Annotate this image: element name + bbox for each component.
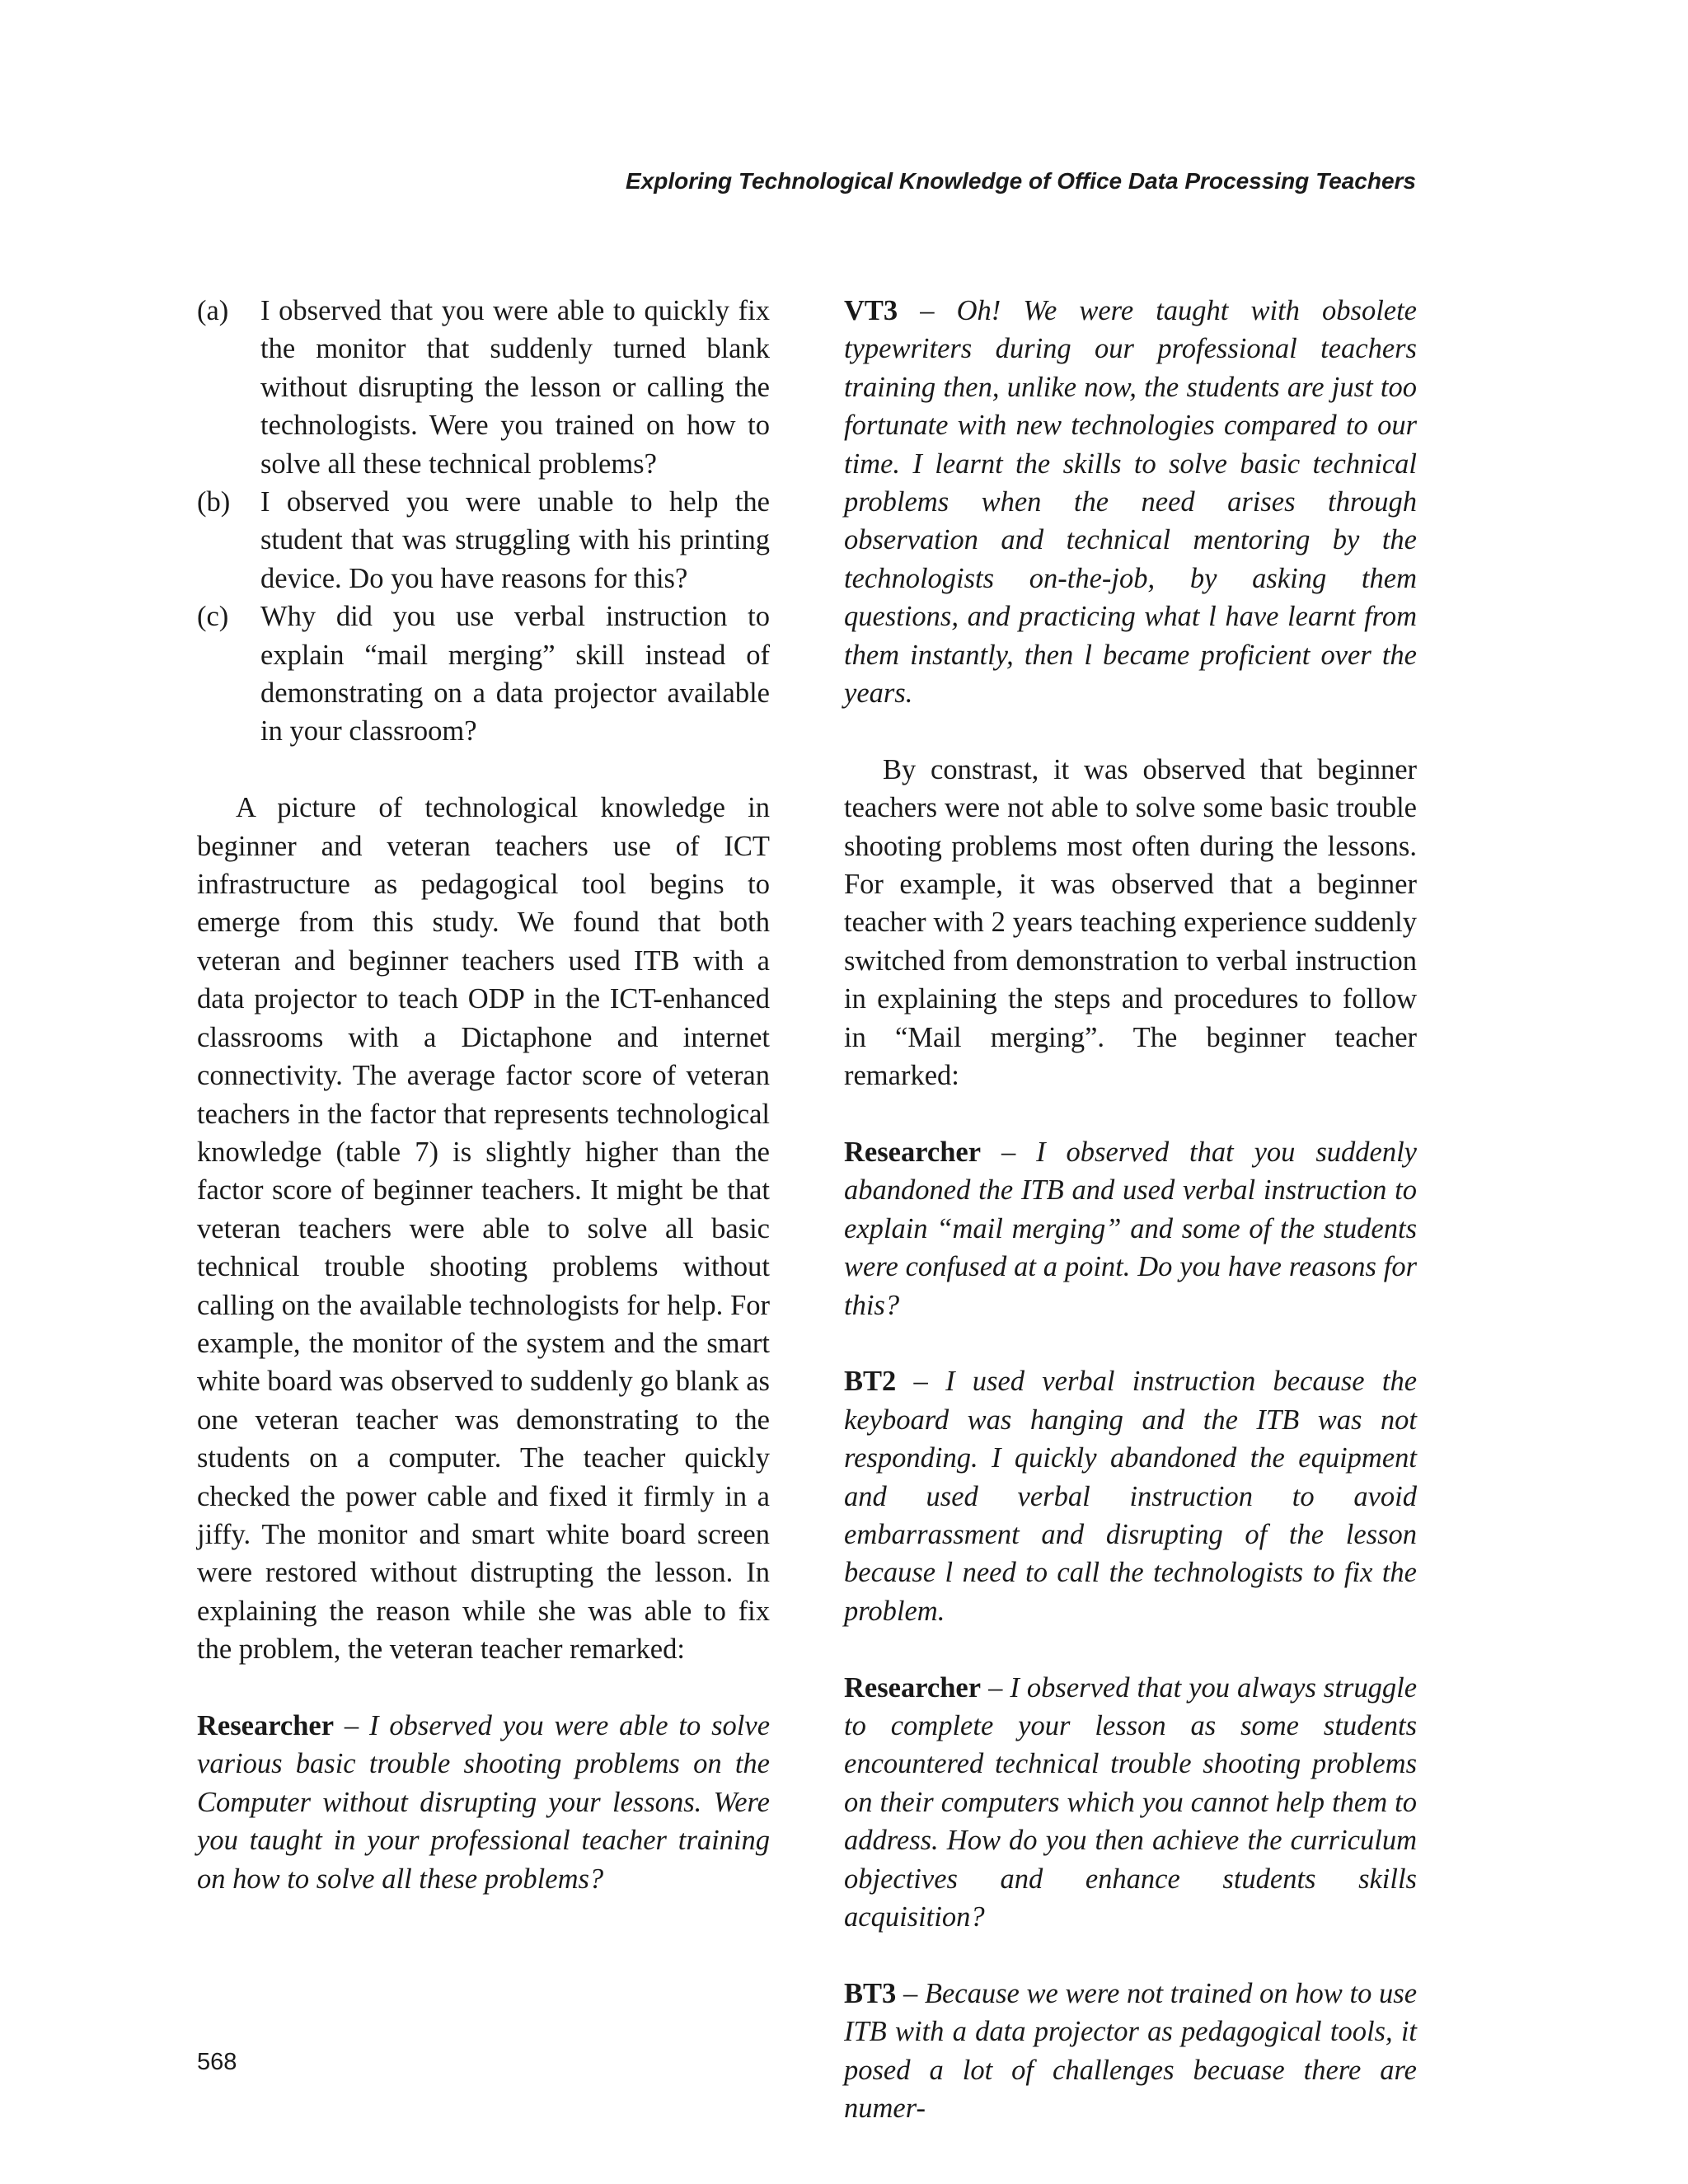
body-paragraph-beginner: By constrast, it was observed that beginner teachers were not able to solve some basic trouble shooting problems most often during the lessons. For example, it was observed that a beginner teacher with 2 years teaching experience suddenly switched from demonstration to verbal instruction in explaining the steps and procedures to follow in “Mail merging”. The beginner teacher remarked: (844, 753, 1417, 1092)
question-label: (c) (197, 601, 229, 633)
dialog-dash: – (334, 1710, 370, 1741)
dialog-researcher-3 (844, 1669, 1417, 1937)
dialog-text: I observed that you always struggle to complete your lesson as some students encountered technical trouble shooting problems on their computers which you cannot help them to address. How do you then achieve the curriculum objectives and enhance students skills acquisition? (844, 1671, 1418, 1933)
dialog-dash: – (898, 295, 957, 326)
question-item-b (197, 483, 770, 598)
speaker-label: BT2 (844, 1366, 897, 1398)
dialog-dash: – (896, 1366, 946, 1398)
left-column (197, 292, 770, 1898)
dialog-bt2 (844, 1362, 1417, 1630)
question-label: (b) (197, 486, 231, 518)
speaker-label: Researcher (844, 1136, 982, 1168)
dialog-text: I observed you were able to solve various basic trouble shooting problems on the Computer without disrupting your lessons. Were you taught in your professional teacher training on how to solve all these problems? (197, 1710, 771, 1895)
interview-question-list (197, 292, 770, 751)
dialog-dash: – (981, 1671, 1010, 1704)
dialog-text: Because we were not trained on how to use ITB with a data projector as pedagogical tools, it posed a lot of challenges becuase there are numer- (844, 1977, 1418, 2125)
page-number: 568 (197, 2049, 237, 2075)
right-column (844, 292, 1417, 2127)
speaker-label: Researcher (844, 1671, 982, 1704)
running-title: Exploring Technological Knowledge of Office Data Processing Teachers (626, 168, 1416, 194)
speaker-label: Researcher (197, 1710, 335, 1741)
dialog-researcher-1 (197, 1707, 770, 1898)
dialog-text: Oh! We were taught with obsolete typewriters during our professional teachers training then, unlike now, the students are just too fortunate with new technologies compared to our time. I learnt the skills to solve basic technical problems when the need arises through observation and technical mentoring by the technologists on-the-job, by asking them questions, and practicing what l have learnt from them instantly, then l became proficient over the years. (844, 295, 1417, 710)
dialog-text: I observed that you suddenly abandoned the ITB and used verbal instruction to explain “mail merging” and some of the students were confused at a point. Do you have reasons for this? (844, 1136, 1417, 1321)
question-label: (a) (197, 295, 229, 326)
question-text: I observed that you were able to quickly fix the monitor that suddenly turned blank without disrupting the lesson or calling the technologists. Were you trained on how to solve all these technical problems? (260, 295, 770, 480)
question-text: I observed you were unable to help the student that was struggling with his printing device. Do you have reasons for this? (260, 486, 770, 594)
dialog-dash: – (981, 1136, 1037, 1168)
speaker-label: BT3 (844, 1977, 897, 2009)
dialog-vt3 (844, 292, 1417, 712)
question-text: Why did you use verbal instruction to explain “mail merging” skill instead of demonstrating on a data projector available in your classroom? (260, 601, 770, 748)
question-item-a (197, 292, 770, 483)
speaker-label: VT3 (844, 295, 898, 326)
dialog-bt3 (844, 1975, 1417, 2128)
body-paragraph-veteran: A picture of technological knowledge in beginner and veteran teachers use of ICT infrastructure as pedagogical tool begins to emerge from this study. We found that both veteran and beginner teachers used ITB with a data projector to teach ODP in the ICT-enhanced classrooms with a Dictaphone and internet connectivity. The average factor score of veteran teachers in the factor that represents technological knowledge (table 7) is slightly higher than the factor score of beginner teachers. It might be that veteran teachers were able to solve all basic technical trouble shooting problems without calling on the available technologists for help. For example, the monitor of the system and the smart white board was observed to suddenly go blank as one veteran teacher was demonstrating to the students on a computer. The teacher quickly checked the power cable and fixed it firmly in a jiffy. The monitor and smart white board screen were restored without distrupting the lesson. In explaining the reason while she was able to fix the problem, the veteran teacher remarked: (197, 792, 770, 1666)
question-item-c (197, 598, 770, 751)
dialog-text: I used verbal instruction because the keyboard was hanging and the ITB was not responding. I quickly abandoned the equipment and used verbal instruction to avoid embarrassment and disrupting of the lesson because l need to call the technologists to fix the problem. (844, 1366, 1418, 1627)
dialog-dash: – (896, 1977, 925, 2009)
dialog-researcher-2 (844, 1133, 1417, 1324)
